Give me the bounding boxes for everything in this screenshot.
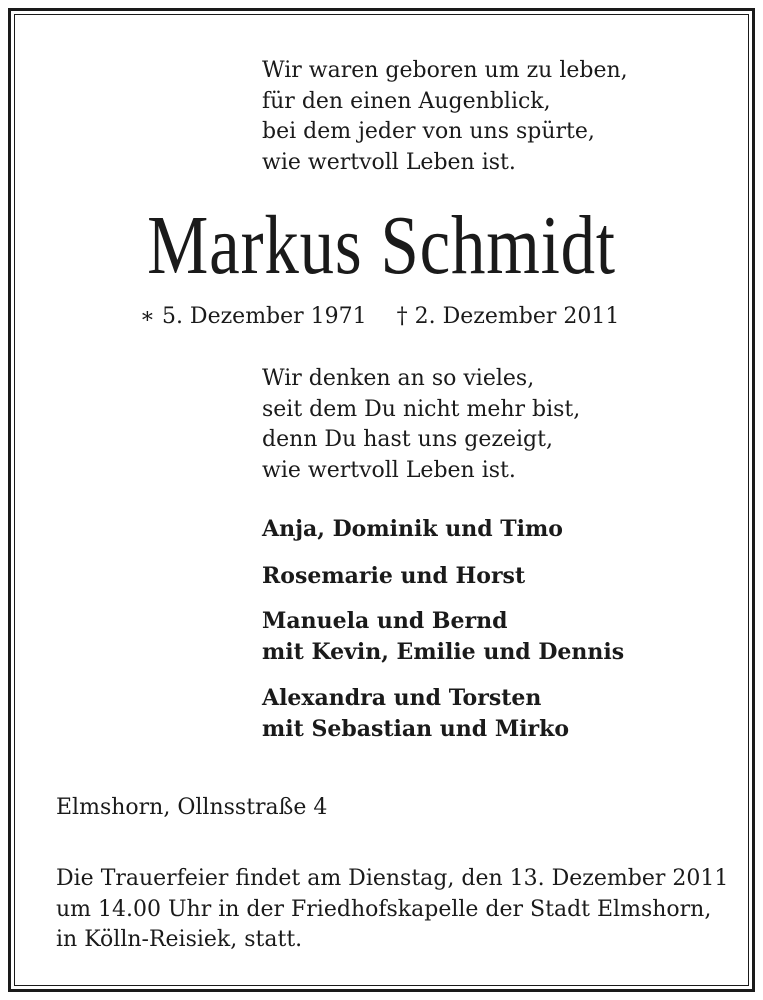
poem-line: denn Du hast uns gezeigt, <box>262 427 553 452</box>
mourner-line: Manuela und Bernd <box>262 608 508 634</box>
service-line: Die Trauerfeier findet am Dienstag, den 13. Dezember 2011 <box>56 866 729 891</box>
mourner-line: Rosemarie und Horst <box>262 563 526 589</box>
poem-line: für den einen Augenblick, <box>262 88 551 114</box>
service-line: um 14.00 Uhr in der Friedhofskapelle der Stadt Elmshorn, <box>56 896 712 922</box>
poem-line: bei dem jeder von uns spürte, <box>262 119 595 144</box>
life-dates <box>140 302 619 332</box>
mourner-line: mit Sebastian und Mirko <box>262 715 570 742</box>
poem-line: Wir denken an so vieles, <box>262 366 535 391</box>
funeral-service-info <box>56 864 728 956</box>
birth-date: ∗ 5. Dezember 1971 <box>140 304 367 329</box>
mourner-group <box>262 514 563 545</box>
poem-line: Wir waren geboren um zu leben, <box>262 58 628 83</box>
poem-line: wie wertvoll Leben ist. <box>262 149 516 175</box>
mourner-line: Alexandra und Torsten <box>262 685 542 711</box>
mourner-group <box>262 561 525 592</box>
service-line: in Kölln-Reisiek, statt. <box>56 927 303 952</box>
poem-line: seit dem Du nicht mehr bist, <box>262 396 581 422</box>
mourner-line: mit Kevin, Emilie und Dennis <box>262 638 625 665</box>
deceased-name: Markus Schmidt <box>147 199 616 292</box>
mourner-line: Anja, Dominik und Timo <box>262 516 563 542</box>
death-date: † 2. Dezember 2011 <box>396 304 620 329</box>
middle-poem <box>262 364 580 486</box>
mourner-group <box>262 606 624 667</box>
address: Elmshorn, Ollnsstraße 4 <box>56 795 328 820</box>
mourner-group <box>262 683 569 744</box>
poem-line: wie wertvoll Leben ist. <box>262 457 516 483</box>
opening-poem <box>262 56 628 178</box>
